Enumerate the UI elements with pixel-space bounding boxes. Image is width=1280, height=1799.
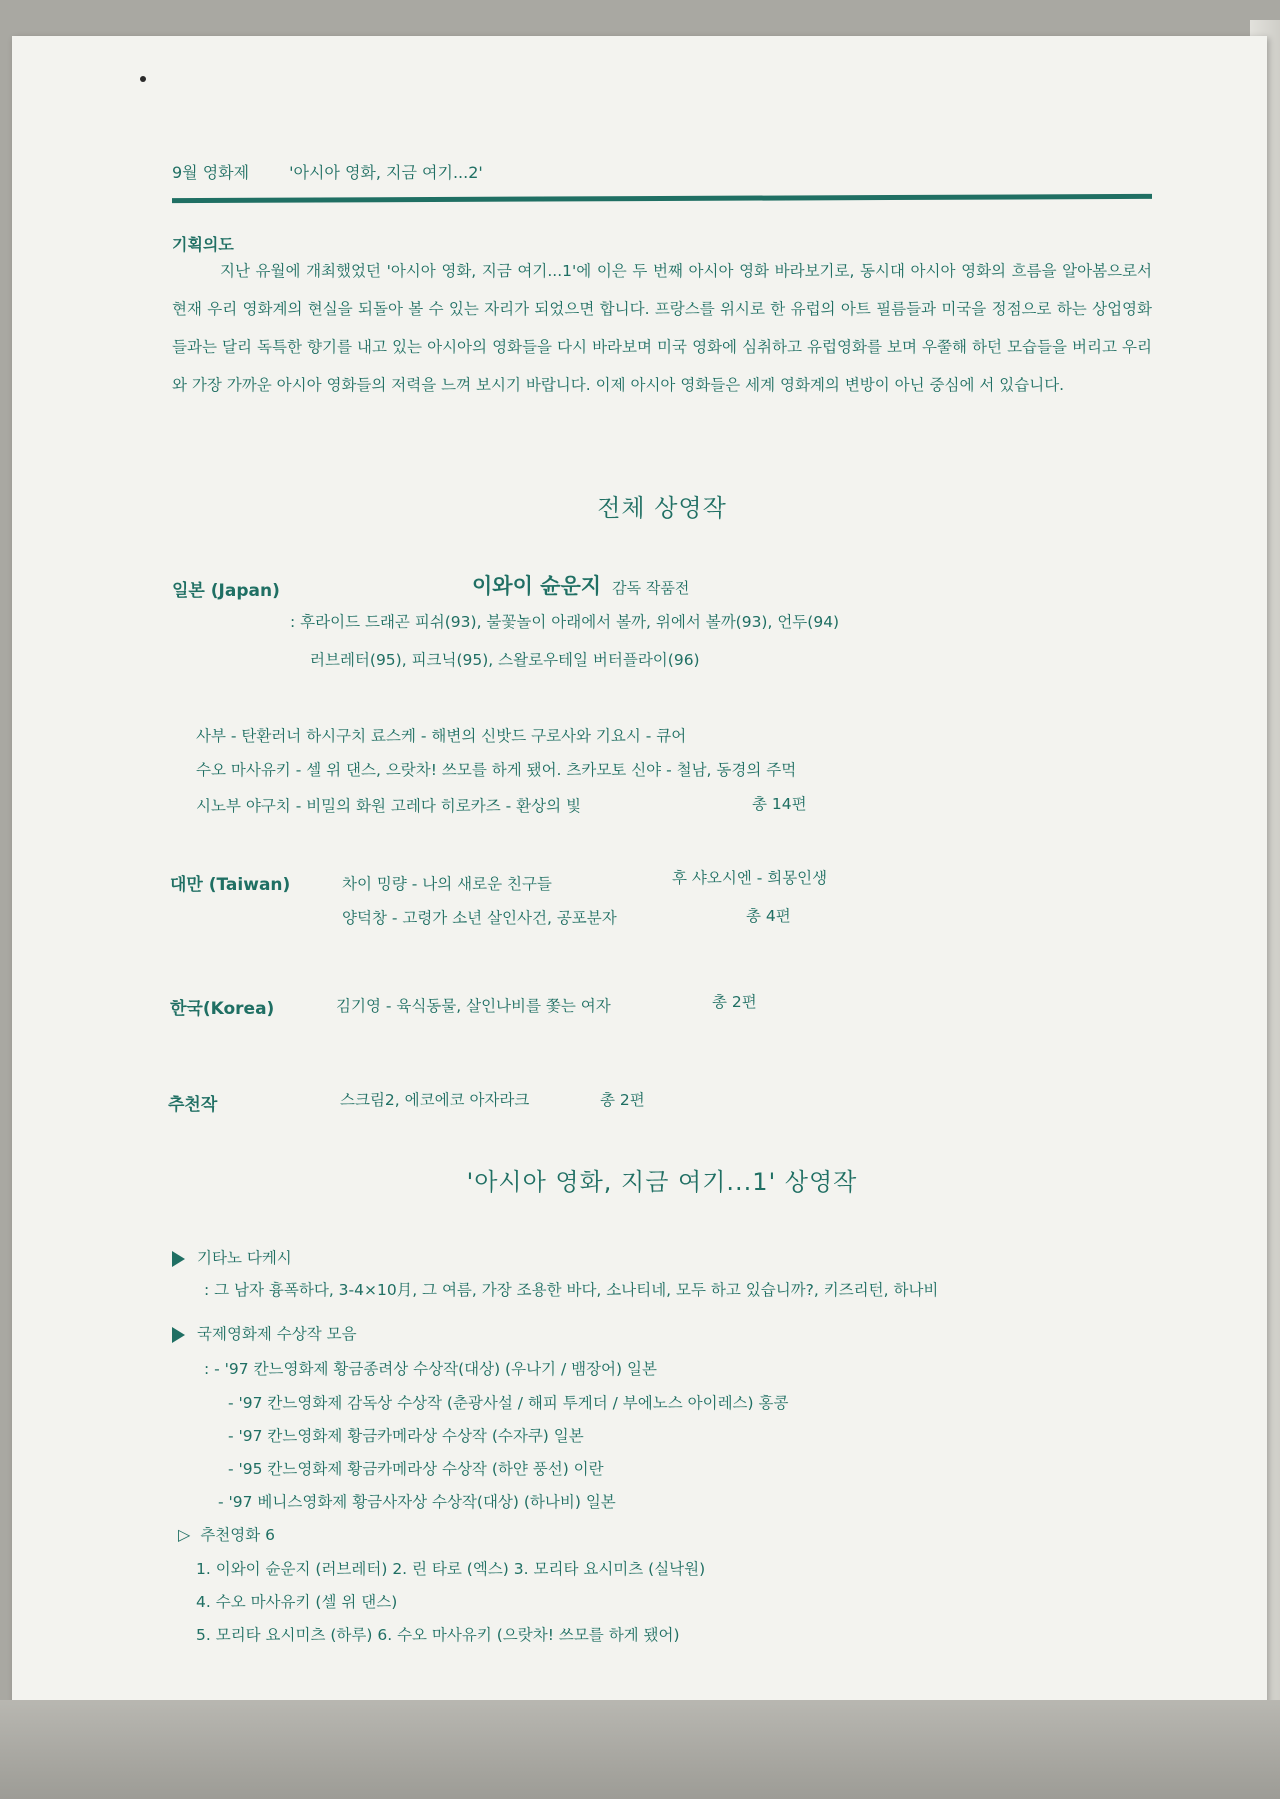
purpose-body: 지난 유월에 개최했었던 '아시아 영화, 지금 여기...1'에 이은 두 번째 아시아 영화 바라보기로, 동시대 아시아 영화의 흐름을 알아봄으로서 현재 우리 영화계의 현실을 되돌아 볼 수 있는 자리가 되었으면 합니다. 프랑스를 위시로 한 유럽의 아트 필름들과 미국을 정점으로 하는 상업영화들과는 달리 독특한 향기를 내고 있는 아시아의 영화들을 다시 바라보며 미국 영화에 심취하고 유럽영화를 보며 우쭐해 하던 모습들을 버리고 우리와 가장 가까운 아시아 영화들의 저력을 느껴 보시기 바랍니다. 이제 아시아 영화들은 세계 영화계의 변방이 아닌 중심에 서 있습니다.: [172, 262, 1152, 394]
country-taiwan: 대만 (Taiwan): [170, 875, 291, 895]
award-item: : - '97 칸느영화제 황금종려상 수상작(대상) (우나기 / 뱀장어) 일본: [204, 1360, 657, 1378]
award-item: - '97 베니스영화제 황금사자상 수상작(대상) (하나비) 일본: [218, 1493, 616, 1511]
country-korea: 한국(Korea): [170, 999, 275, 1019]
japan-films-line1: : 후라이드 드래곤 피쉬(93), 불꽃놀이 아래에서 볼까, 위에서 볼까(93), 언두(94): [290, 613, 840, 631]
table-surface: [0, 1700, 1280, 1799]
purpose-title: 기획의도: [172, 235, 234, 254]
japan-director-line: [472, 570, 689, 600]
japan-others-line1: 사부 - 탄환러너 하시구치 료스케 - 해변의 신밧드 구로사와 기요시 - 큐어: [196, 727, 687, 745]
recommend-item: 5. 모리타 요시미츠 (하루) 6. 수오 마사유키 (으랏차! 쓰모를 하게 됐어): [196, 1626, 680, 1644]
japan-others-line3: 시노부 야구치 - 비밀의 화원 고레다 히로카즈 - 환상의 빛: [196, 797, 581, 815]
kitano-heading: [172, 1246, 292, 1268]
outline-triangle-icon: ▷: [178, 1525, 191, 1544]
japan-director: 이와이 슌운지: [472, 574, 602, 598]
taiwan-line2: 양덕창 - 고령가 소년 살인사건, 공포분자: [342, 909, 617, 927]
awards-heading: [172, 1322, 357, 1344]
all-films-title: 전체 상영작: [597, 494, 727, 522]
kitano-films: : 그 남자 흉폭하다, 3-4×10月, 그 여름, 가장 조용한 바다, 소나티네, 모두 하고 있습니까?, 키즈리턴, 하나비: [204, 1281, 939, 1299]
triangle-bullet-icon: [172, 1327, 185, 1343]
festival-theme: '아시아 영화, 지금 여기...2': [289, 163, 483, 182]
taiwan-line1a: 차이 밍량 - 나의 새로운 친구들: [342, 875, 552, 893]
kitano-label: 기타노 다케시: [197, 1249, 292, 1267]
taiwan-total: 총 4편: [746, 907, 791, 925]
japan-others-line2: 수오 마사유키 - 셀 위 댄스, 으랏차! 쓰모를 하게 됐어. 츠카모토 신야 - 철남, 동경의 주먹: [196, 761, 797, 779]
korea-total: 총 2편: [712, 993, 757, 1011]
recommended-label: 추천작: [168, 1095, 218, 1115]
japan-films-line2: 러브레터(95), 피크닉(95), 스왈로우테일 버터플라이(96): [310, 651, 700, 669]
recommended-total: 총 2편: [600, 1091, 645, 1109]
award-item: - '97 칸느영화제 감독상 수상작 (춘광사설 / 해피 투게더 / 부에노스 아이레스) 홍콩: [228, 1394, 789, 1412]
festival-label: 9월 영화제: [172, 163, 250, 182]
korea-line: 김기영 - 육식동물, 살인나비를 쫓는 여자: [336, 997, 611, 1015]
recommended-line: 스크림2, 에코에코 아자라크: [340, 1091, 530, 1109]
country-japan: 일본 (Japan): [172, 581, 280, 601]
recommend-item: 1. 이와이 슌운지 (러브레터) 2. 린 타로 (엑스) 3. 모리타 요시미츠 (실낙원): [196, 1560, 706, 1578]
punch-dot: [140, 76, 146, 82]
recommend-label: 추천영화 6: [200, 1526, 275, 1544]
japan-total: 총 14편: [752, 795, 807, 813]
festival-header: [172, 160, 483, 183]
recommend-item: 4. 수오 마사유키 (셀 위 댄스): [196, 1593, 398, 1611]
award-item: - '95 칸느영화제 황금카메라상 수상작 (하얀 풍선) 이란: [228, 1460, 604, 1478]
award-item: - '97 칸느영화제 황금카메라상 수상작 (수자쿠) 일본: [228, 1427, 584, 1445]
triangle-bullet-icon: [172, 1251, 185, 1267]
previous-title: '아시아 영화, 지금 여기...1' 상영작: [466, 1168, 858, 1196]
recommend-heading: [178, 1523, 275, 1545]
taiwan-line1b: 후 샤오시엔 - 희몽인생: [672, 869, 828, 887]
awards-label: 국제영화제 수상작 모음: [197, 1325, 357, 1343]
japan-director-suffix: 감독 작품전: [612, 579, 690, 597]
